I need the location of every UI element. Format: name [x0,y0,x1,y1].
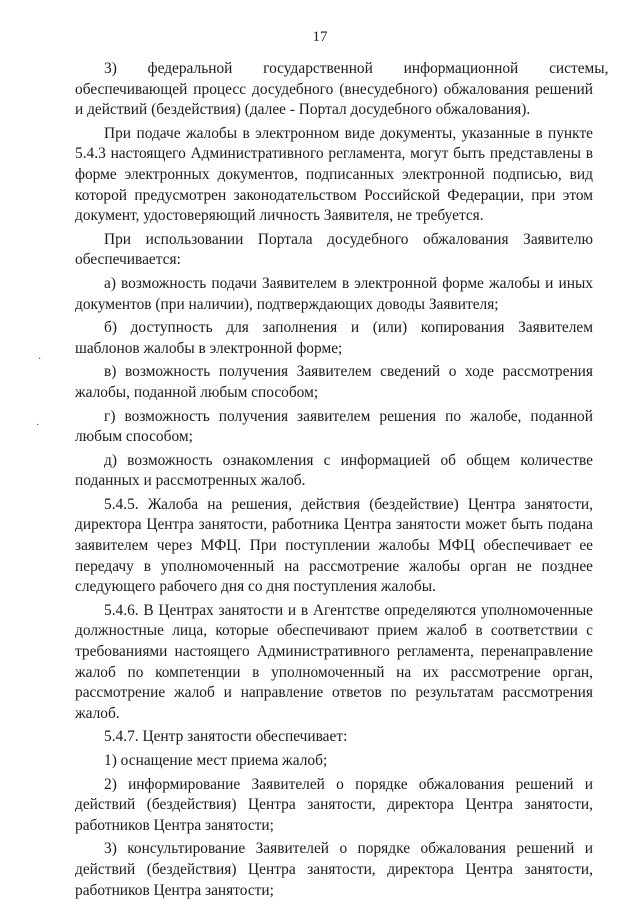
paragraph-portal-provides: При использовании Портала досудебного обжалования Заявителю обеспечивается: [75,230,593,269]
list-item-2: 2) информирование Заявителей о порядке обжалования решений и действий (бездействия) Центра занятости, директора Центра занятости, работников Центра занятости; [75,775,593,834]
paragraph-5-4-6: 5.4.6. В Центрах занятости и в Агентстве определяются уполномоченные должностные лица, которые обеспечивают прием жалоб в соответствии с требованиями настоящего Административного регламента, перенаправление жалоб по компетенции в уполномоченный на их рассмотрение орган, рассмотрение жалоб и направление ответов по результатам рассмотрения жалоб. [75,601,593,722]
list-item-d: д) возможность ознакомления с информацией об общем количестве поданных и рассмотренных жалоб. [75,451,593,490]
paragraph-portal-definition: 3) федеральной государственной информационной системы, обеспечивающей процесс досудебного (внесудебного) обжалования решений и действий (бездействия) (далее - Портал досудебного обжалования). [75,60,609,119]
list-item-1: 1) оснащение мест приема жалоб; [104,752,328,769]
list-item-g: г) возможность получения заявителем решения по жалобе, поданной любым способом; [75,407,593,446]
list-item-a: а) возможность подачи Заявителем в электронной форме жалобы и иных документов (при наличии), подтверждающих доводы Заявителя; [75,274,593,313]
list-item-3: 3) консультирование Заявителей о порядке обжалования решений и действий (бездействия) Центра занятости, директора Центра занятости, работников Центра занятости; [75,840,593,899]
list-item-v: в) возможность получения Заявителем сведений о ходе рассмотрения жалобы, поданной любым способом; [75,363,593,401]
list-item-b: б) доступность для заполнения и (или) копирования Заявителем шаблонов жалобы в электронной форме; [75,319,593,357]
paragraph-electronic-submission: При подаче жалобы в электронном виде документы, указанные в пункте 5.4.3 настоящего Административного регламента, могут быть представлены в форме электронных документов, подписанных электронной подписью, вид которой предусмотрен законодательством Российской Федерации, при этом документ, удостоверяющий личность Заявителя, не требуется. [75,124,593,225]
paragraph-5-4-5: 5.4.5. Жалоба на решения, действия (бездействие) Центра занятости, директора Центра занятости, работника Центра занятости может быть подана заявителем через МФЦ. При поступлении жалобы МФЦ обеспечивает ее передачу в уполномоченный на рассмотрение жалобы орган не позднее следующего рабочего дня со дня поступления жалобы. [75,495,593,596]
scan-speck-mark: · [36,420,40,431]
paragraph-5-4-7: 5.4.7. Центр занятости обеспечивает: [104,728,348,746]
document-body [75,59,609,901]
page-number: 17 [312,29,328,45]
scan-speck-mark: · [38,354,42,365]
